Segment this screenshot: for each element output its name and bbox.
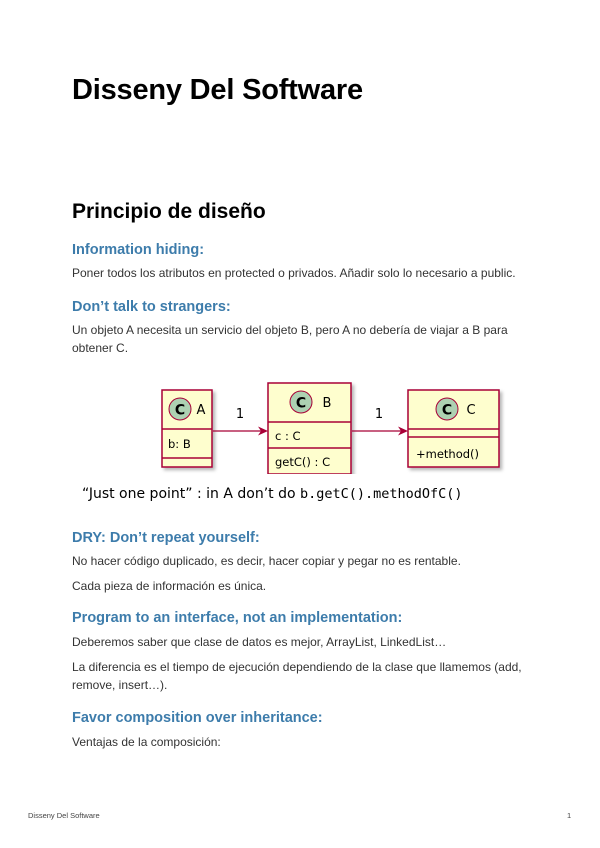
class-a-badge-letter: C [174, 402, 186, 419]
class-a-name: A [196, 403, 206, 418]
quote-code: b.getC().methodOfC() [300, 486, 463, 502]
paragraph-dry-2: Cada pieza de información es única. [72, 579, 267, 593]
heading-favor-composition: Favor composition over inheritance: [72, 710, 323, 726]
association-b-c [352, 407, 408, 436]
paragraph-information-hiding: Poner todos los atributos en protected o privados. Añadir solo lo necesario a public. [72, 266, 516, 280]
section-title: Principio de diseño [72, 200, 266, 223]
footer-page-number: 1 [567, 811, 572, 820]
class-a-attribute: b: B [168, 437, 191, 451]
multiplicity-b-c: 1 [374, 407, 384, 422]
class-c-badge-letter: C [441, 402, 453, 419]
class-b-badge-letter: C [295, 395, 307, 412]
class-c-method: +method() [416, 447, 480, 461]
paragraph-dry-1: No hacer código duplicado, es decir, hacer copiar y pegar no es rentable. [72, 554, 461, 568]
heading-dont-talk-to-strangers: Don’t talk to strangers: [72, 299, 231, 315]
paragraph-interface-1: Deberemos saber que clase de datos es mejor, ArrayList, LinkedList… [72, 635, 447, 649]
uml-class-a [162, 390, 212, 467]
heading-information-hiding: Information hiding: [72, 242, 205, 258]
heading-dry: DRY: Don’t repeat yourself: [72, 530, 260, 546]
uml-class-diagram [150, 378, 510, 474]
paragraph-dont-talk-to-strangers: Un objeto A necesita un servicio del objeto B, pero A no debería de viajar a B para obtener C. [72, 323, 508, 355]
quote-text: “Just one point” : in A don’t do [82, 486, 300, 502]
paragraph-interface-2: La diferencia es el tiempo de ejecución dependiendo de la clase que llamemos (add, remove, insert…). [72, 660, 522, 692]
class-c-name: C [466, 403, 476, 418]
paragraph-composition: Ventajas de la composición: [72, 735, 221, 749]
class-b-method: getC() : C [275, 455, 331, 469]
heading-program-to-interface: Program to an interface, not an implementation: [72, 610, 403, 626]
multiplicity-a-b: 1 [235, 407, 245, 422]
footer-document-title: Disseny Del Software [28, 811, 100, 820]
uml-class-b [268, 383, 351, 474]
class-b-attribute: c : C [275, 429, 301, 443]
document-title: Disseny Del Software [72, 74, 363, 106]
association-a-b [213, 407, 268, 436]
quote-line [82, 486, 463, 502]
uml-class-c [408, 390, 499, 467]
class-b-name: B [322, 396, 332, 411]
